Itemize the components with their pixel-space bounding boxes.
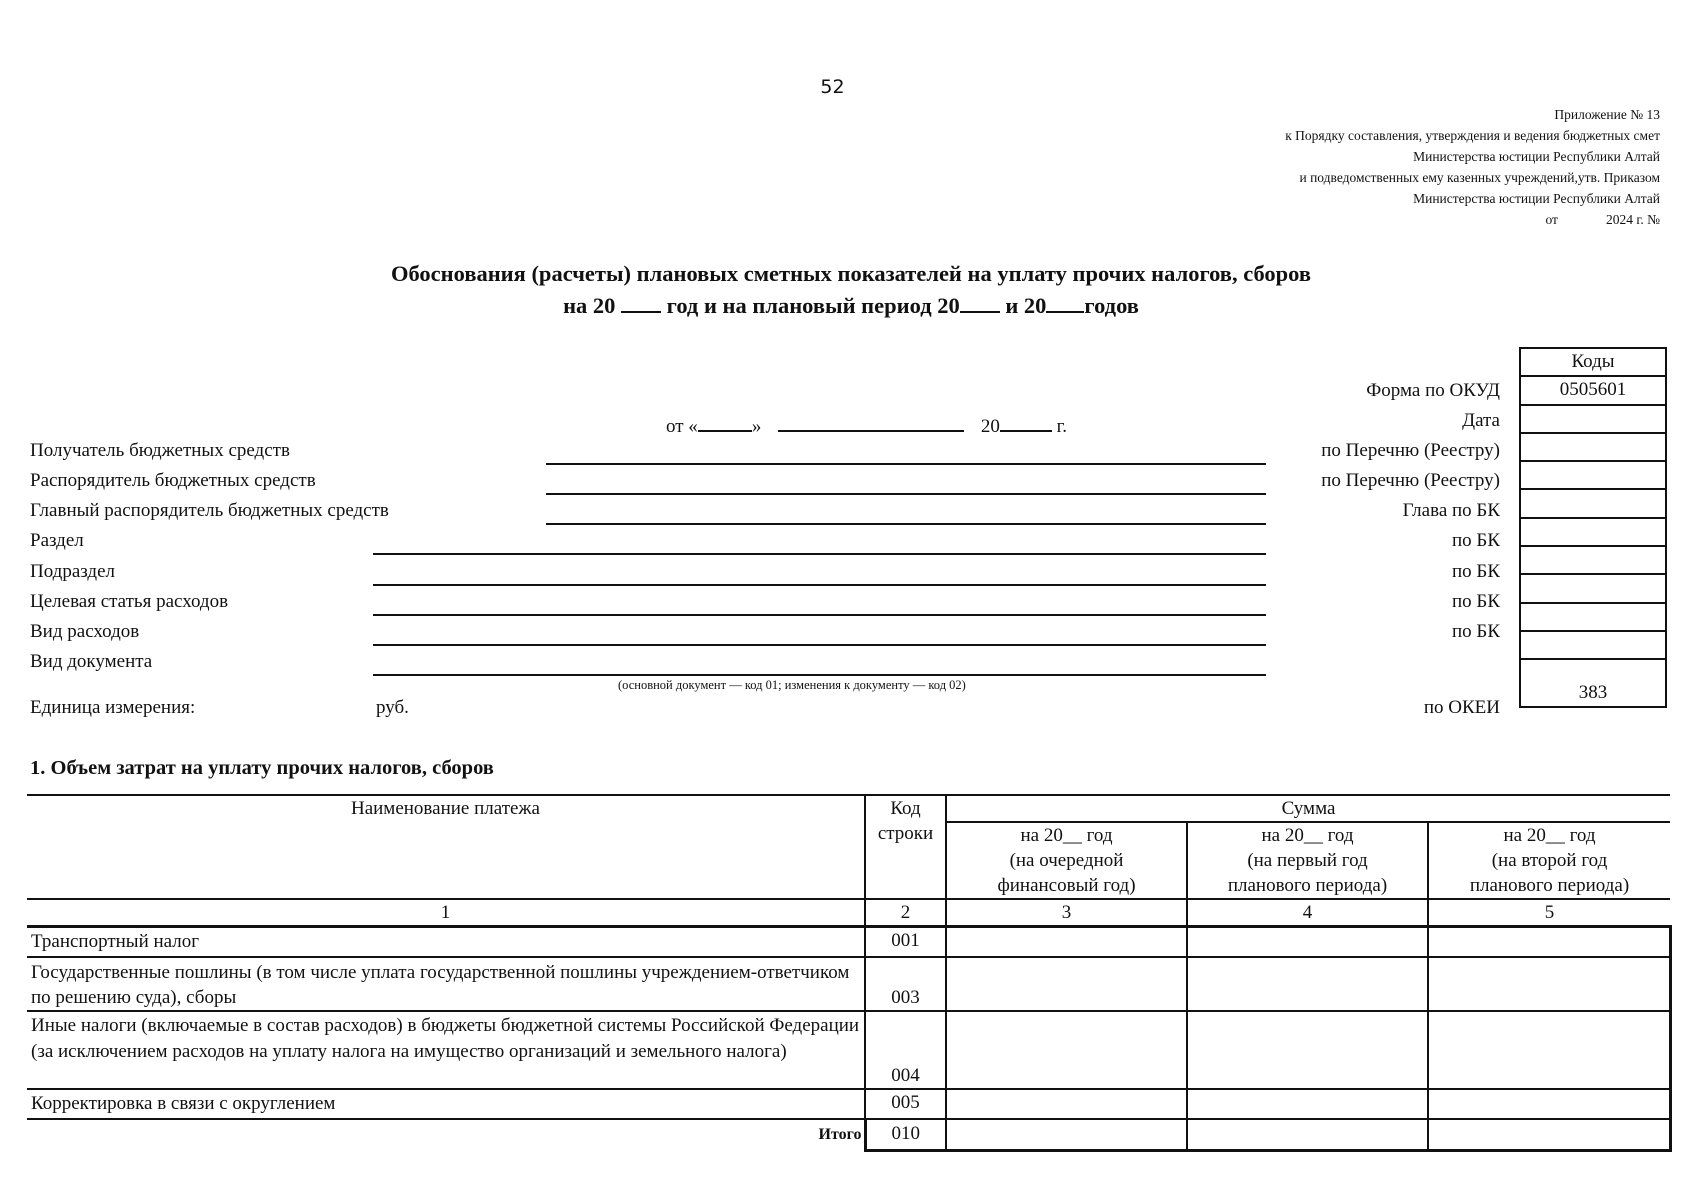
row-name: Государственные пошлины (в том числе уплата государственной пошлины учреждением-ответчиком по решению суда), сборы xyxy=(31,962,850,1008)
unit-value: руб. xyxy=(376,697,409,718)
okud-code-cell: 0505601 xyxy=(1520,376,1666,404)
value-cell[interactable] xyxy=(946,1011,1187,1089)
codes-table xyxy=(1519,347,1667,708)
label-bk: по БК xyxy=(1451,591,1500,612)
label-bk: по БК xyxy=(1451,530,1500,551)
appendix-line: Приложение № 13 xyxy=(1554,107,1660,122)
appendix-line: и подведомственных ему казенных учреждений,утв. Приказом xyxy=(1299,170,1660,185)
column-number: 2 xyxy=(865,899,946,927)
section-field[interactable] xyxy=(373,553,1266,555)
target-code-cell[interactable] xyxy=(1520,574,1666,602)
year-blank[interactable] xyxy=(621,291,661,313)
column-number: 5 xyxy=(1428,899,1670,927)
label-chief-manager: Главный распорядитель бюджетных средств xyxy=(30,500,389,521)
appendix-sign-line xyxy=(1285,209,1660,230)
date-line: от « » 20 г. xyxy=(666,410,1067,438)
label-registry-2: по Перечню (Реестру) xyxy=(1321,470,1500,491)
doc-type-hint: (основной документ — код 01; изменения к документу — код 02) xyxy=(618,678,966,692)
value-cell[interactable] xyxy=(1428,927,1670,958)
table-row xyxy=(27,1011,1670,1089)
column-numbers-row xyxy=(27,899,1670,927)
column-number: 1 xyxy=(27,899,865,927)
year-blank[interactable] xyxy=(960,291,1000,313)
date-code-cell[interactable] xyxy=(1520,405,1666,433)
value-cell[interactable] xyxy=(946,957,1187,1011)
label-unit: Единица измерения: xyxy=(30,697,196,718)
target-item-field[interactable] xyxy=(373,614,1266,616)
row-code: 003 xyxy=(865,957,946,1011)
appendix-line: Министерства юстиции Республики Алтай xyxy=(1413,149,1660,164)
column-number: 3 xyxy=(946,899,1187,927)
recipient-field[interactable] xyxy=(546,463,1266,465)
total-value-cell[interactable] xyxy=(946,1119,1187,1150)
value-cell[interactable] xyxy=(1187,1011,1428,1089)
total-label: Итого xyxy=(818,1126,862,1143)
expense-code-cell[interactable] xyxy=(1520,603,1666,631)
year-blank[interactable] xyxy=(1000,410,1052,432)
section-code-cell[interactable] xyxy=(1520,518,1666,546)
label-registry-1: по Перечню (Реестру) xyxy=(1321,440,1500,461)
value-cell[interactable] xyxy=(1428,1089,1670,1119)
table-row xyxy=(27,957,1670,1011)
value-cell[interactable] xyxy=(1428,1011,1670,1089)
day-blank[interactable] xyxy=(698,410,752,432)
label-chapter-bk: Глава по БК xyxy=(1402,500,1500,521)
total-value-cell[interactable] xyxy=(1428,1119,1670,1150)
col-name-header: Наименование платежа xyxy=(350,798,540,819)
col-year2-header: на 20__ год (на первый год планового периода) xyxy=(1187,822,1428,899)
appendix-from: от xyxy=(1545,212,1558,227)
expense-type-field[interactable] xyxy=(373,644,1266,646)
value-cell[interactable] xyxy=(946,1089,1187,1119)
value-cell[interactable] xyxy=(1428,957,1670,1011)
col-sum-header: Сумма xyxy=(946,795,1670,822)
tax-costs-table xyxy=(27,794,1672,1152)
appendix-line: к Порядку составления, утверждения и ведения бюджетных смет xyxy=(1285,128,1660,143)
label-section: Раздел xyxy=(30,530,84,551)
value-cell[interactable] xyxy=(1187,927,1428,958)
column-number: 4 xyxy=(1187,899,1428,927)
month-blank[interactable] xyxy=(778,410,964,432)
manager-field[interactable] xyxy=(546,493,1266,495)
label-target-item: Целевая статья расходов xyxy=(30,591,229,612)
appendix-note xyxy=(1285,104,1660,230)
total-code: 010 xyxy=(865,1119,946,1150)
total-row xyxy=(27,1119,1670,1150)
label-date: Дата xyxy=(1462,410,1500,431)
total-value-cell[interactable] xyxy=(1187,1119,1428,1150)
col-year3-header: на 20__ год (на второй год планового периода) xyxy=(1469,825,1630,896)
label-okud: Форма по ОКУД xyxy=(1366,380,1500,401)
value-cell[interactable] xyxy=(1187,1089,1428,1119)
chief-manager-field[interactable] xyxy=(546,523,1266,525)
row-code: 004 xyxy=(865,1011,946,1089)
title-line-1: Обоснования (расчеты) плановых сметных показателей на уплату прочих налогов, сборов xyxy=(390,261,1312,286)
appendix-year: 2024 г. № xyxy=(1605,212,1660,227)
label-doc-type: Вид документа xyxy=(30,651,153,672)
title-line-2: на 20 год и на плановый период 20 и 20 годов xyxy=(563,293,1139,318)
label-bk: по БК xyxy=(1451,621,1500,642)
subsection-field[interactable] xyxy=(373,584,1266,586)
doc-type-field[interactable] xyxy=(373,674,1266,676)
label-expense-type: Вид расходов xyxy=(30,621,140,642)
row-name: Иные налоги (включаемые в состав расходов) в бюджеты бюджетной системы Российской Федерации (за исключением расходов на уплату налога на имущество организаций и земельного налога) xyxy=(31,1015,860,1062)
appendix-line: Министерства юстиции Республики Алтай xyxy=(1413,191,1660,206)
col-year1-header: на 20__ год (на очередной финансовый год) xyxy=(946,822,1187,899)
row-name: Транспортный налог xyxy=(31,931,200,952)
okei-code-cell: 383 xyxy=(1520,659,1666,707)
row-code: 005 xyxy=(865,1089,946,1119)
document-title xyxy=(0,258,1698,322)
row-name: Корректировка в связи с округлением xyxy=(31,1093,336,1114)
value-cell[interactable] xyxy=(1187,957,1428,1011)
value-cell[interactable] xyxy=(946,927,1187,958)
table-header-row xyxy=(27,795,1670,822)
label-recipient: Получатель бюджетных средств xyxy=(30,440,290,461)
chapter-code-cell[interactable] xyxy=(1520,489,1666,517)
row-code: 001 xyxy=(865,927,946,958)
codes-header: Коды xyxy=(1520,348,1666,376)
doc-type-code-cell[interactable] xyxy=(1520,631,1666,659)
page-number: 52 xyxy=(820,76,845,98)
label-subsection: Подраздел xyxy=(30,561,116,582)
registry-code-cell[interactable] xyxy=(1520,433,1666,461)
subsection-code-cell[interactable] xyxy=(1520,546,1666,574)
year-blank[interactable] xyxy=(1046,291,1084,313)
registry-code-cell[interactable] xyxy=(1520,461,1666,489)
table-row xyxy=(27,1089,1670,1119)
label-manager: Распорядитель бюджетных средств xyxy=(30,470,316,491)
label-bk: по БК xyxy=(1451,561,1500,582)
section-title: 1. Объем затрат на уплату прочих налогов, сборов xyxy=(30,757,494,779)
table-row xyxy=(27,927,1670,958)
col-code-header: Код строки xyxy=(865,795,946,899)
label-okei: по ОКЕИ xyxy=(1423,697,1500,718)
